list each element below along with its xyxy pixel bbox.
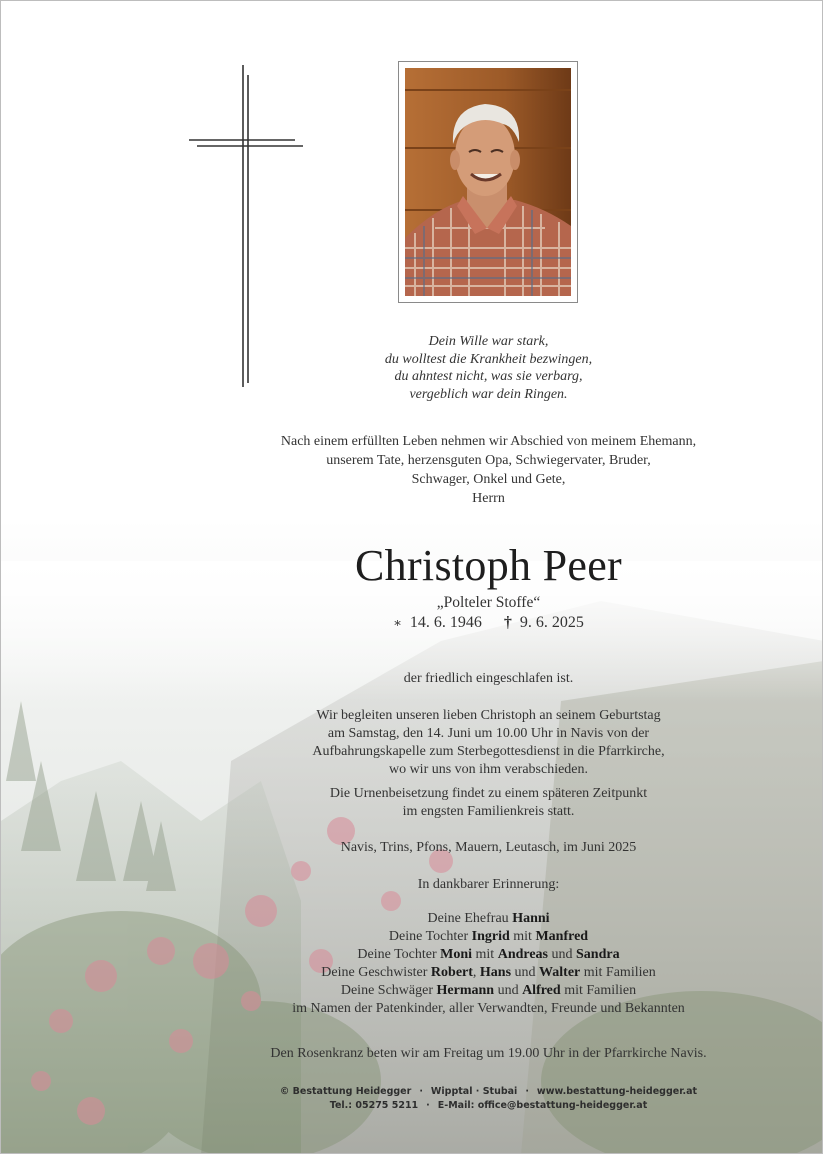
family-member-name: Hanni	[512, 911, 550, 926]
death-date: 9. 6. 2025	[519, 614, 584, 631]
death-icon: †	[503, 614, 512, 631]
footer-separator: ·	[426, 1100, 430, 1111]
poem-line: Dein Wille war stark,	[428, 334, 549, 349]
funeral-line: am Samstag, den 14. Juni um 10.00 Uhr in Navis von der	[327, 726, 650, 741]
footer-line-1	[1, 1086, 823, 1099]
family-member-name: Alfred	[522, 983, 561, 998]
birth-icon: ∗	[393, 615, 402, 630]
urn-text	[1, 785, 823, 821]
family-text: Deine Tochter	[388, 929, 472, 944]
family-member-name: Moni	[440, 947, 473, 962]
deceased-nickname: „Polteler Stoffe“	[436, 594, 541, 611]
footer-phone: Tel.: 05275 5211	[329, 1100, 419, 1111]
family-text: Deine Schwäger	[340, 983, 437, 998]
family-line	[1, 946, 823, 964]
portrait-frame	[398, 61, 578, 303]
family-text: und	[548, 947, 577, 962]
birth-date: 14. 6. 1946	[409, 614, 482, 631]
family-member-name: Walter	[539, 965, 581, 980]
footer-email-link[interactable]: E-Mail: office@bestattung-heidegger.at	[437, 1100, 648, 1111]
family-member-name: Hans	[479, 965, 512, 980]
family-member-name: Robert	[430, 965, 473, 980]
funeral-line: Aufbahrungskapelle zum Sterbegottesdienst in die Pfarrkirche,	[312, 744, 665, 759]
intro-line: unserem Tate, herzensguten Opa, Schwiegervater, Bruder,	[326, 453, 651, 468]
rosary-text: Den Rosenkranz beten wir am Freitag um 19.00 Uhr in der Pfarrkirche Navis.	[270, 1046, 707, 1061]
family-line	[1, 910, 823, 928]
intro-line: Schwager, Onkel und Gete,	[411, 472, 566, 487]
funeral-line: wo wir uns von ihm verabschieden.	[388, 762, 589, 777]
portrait-photo	[405, 68, 571, 296]
poem-line: du wolltest die Krankheit bezwingen,	[384, 351, 593, 367]
footer-separator: ·	[419, 1086, 423, 1097]
funeral-text	[1, 707, 823, 779]
family-text: im Namen der Patenkinder, aller Verwandten, Freunde und Bekannten	[292, 1001, 685, 1016]
family-text: mit	[472, 947, 498, 962]
family-text: und	[511, 965, 540, 980]
urn-line: Die Urnenbeisetzung findet zu einem späteren Zeitpunkt	[329, 786, 648, 801]
family-member-name: Andreas	[497, 947, 549, 962]
funeral-line: Wir begleiten unseren lieben Christoph an seinem Geburtstag	[316, 708, 661, 723]
family-text: mit	[509, 929, 536, 944]
place-date: Navis, Trins, Pfons, Mauern, Leutasch, im Juni 2025	[340, 840, 637, 855]
family-text: mit Familien	[560, 983, 637, 998]
remembrance-heading: In dankbarer Erinnerung:	[417, 877, 560, 892]
family-member-name: Sandra	[576, 947, 620, 962]
family-text: Deine Ehefrau	[427, 911, 513, 926]
intro-line: Herrn	[472, 491, 505, 506]
family-text: ,	[472, 965, 480, 980]
footer-line-2	[1, 1100, 823, 1113]
family-member-name: Manfred	[535, 929, 589, 944]
family-text: mit Familien	[580, 965, 656, 980]
family-line	[1, 982, 823, 1000]
family-line	[1, 1000, 823, 1018]
family-member-name: Hermann	[436, 983, 495, 998]
family-member-name: Ingrid	[471, 929, 510, 944]
urn-line: im engsten Familienkreis statt.	[402, 804, 575, 819]
poem	[1, 333, 823, 403]
family-line	[1, 928, 823, 946]
footer-company: © Bestattung Heidegger	[279, 1086, 412, 1097]
family-list	[1, 910, 823, 1018]
poem-line: du ahntest nicht, was sie verbarg,	[394, 369, 583, 384]
family-line	[1, 964, 823, 982]
family-text: Deine Geschwister	[321, 965, 431, 980]
intro-line: Nach einem erfüllten Leben nehmen wir Abschied von meinem Ehemann,	[280, 434, 697, 449]
family-text: Deine Tochter	[357, 947, 441, 962]
footer-separator: ·	[525, 1086, 529, 1097]
passed-text: der friedlich eingeschlafen ist.	[403, 671, 574, 686]
footer-region: Wipptal · Stubai	[430, 1086, 518, 1097]
poem-line: vergeblich war dein Ringen.	[409, 386, 568, 402]
footer-website-link[interactable]: www.bestattung-heidegger.at	[536, 1086, 698, 1097]
intro-text	[1, 432, 823, 508]
life-dates	[1, 613, 823, 633]
deceased-name: Christoph Peer	[355, 541, 622, 590]
family-text: und	[494, 983, 523, 998]
